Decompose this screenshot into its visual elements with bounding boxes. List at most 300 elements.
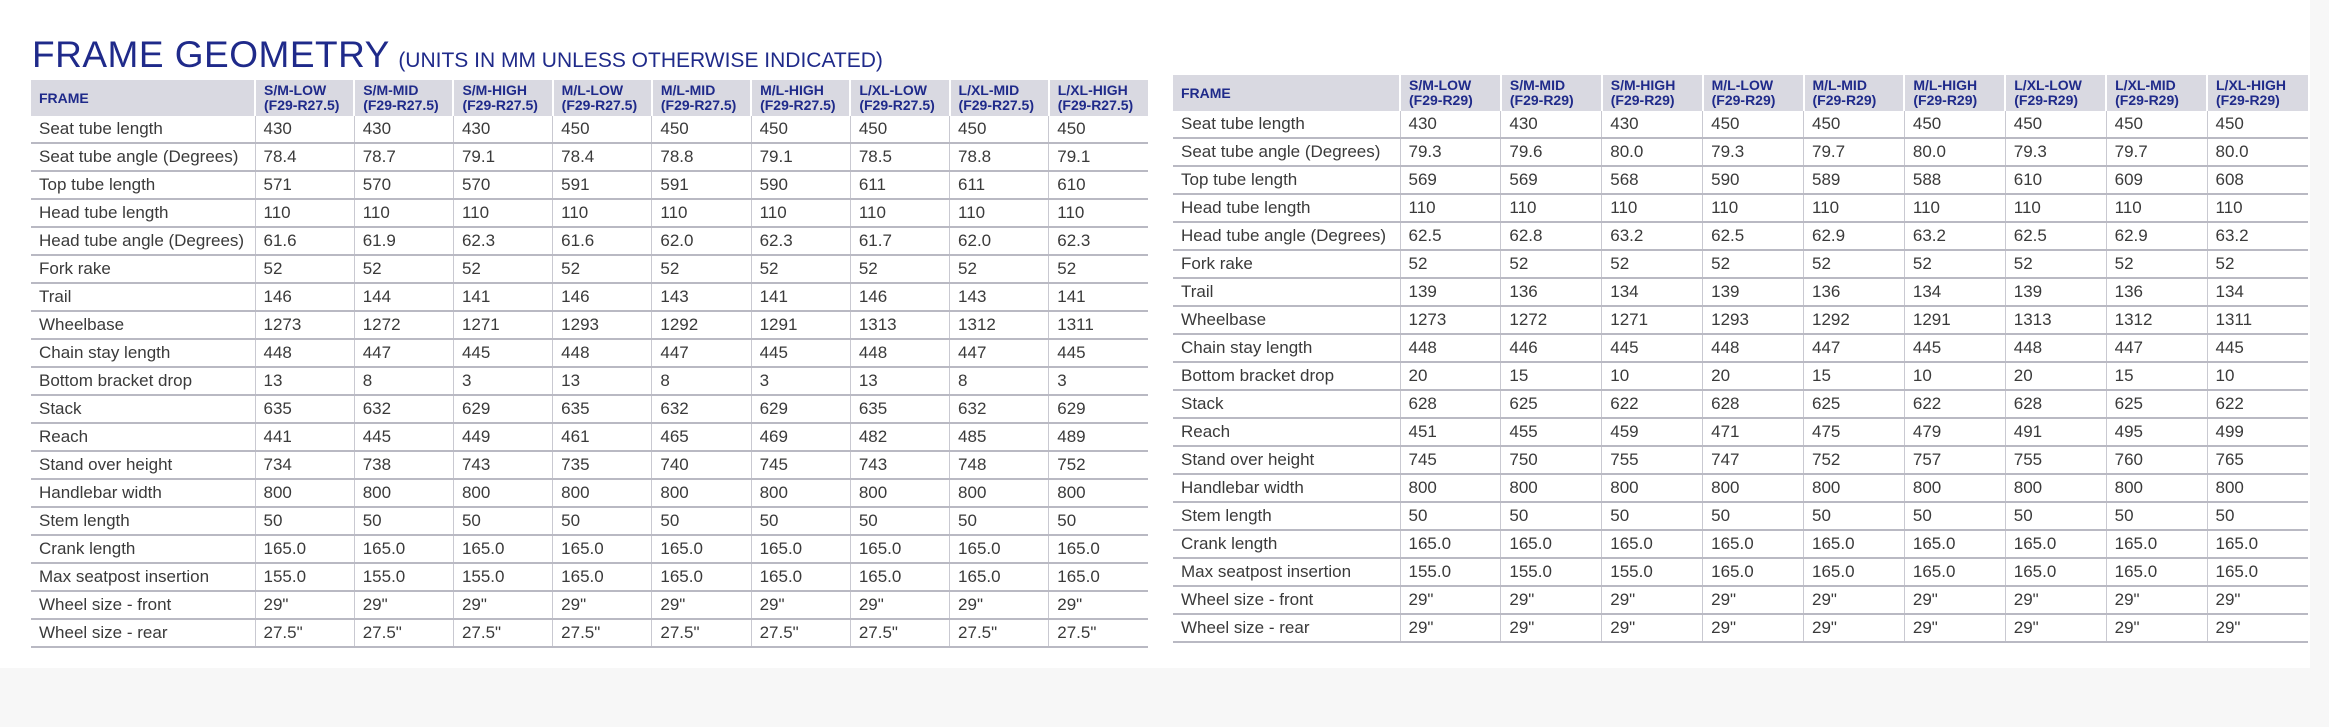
table-row — [1173, 446, 2308, 474]
table-cell: 110 — [850, 199, 949, 227]
table-cell: 165.0 — [255, 535, 354, 563]
table-cell: 8 — [950, 367, 1049, 395]
table-cell: 52 — [453, 255, 552, 283]
table-cell: 61.6 — [553, 227, 652, 255]
column-wheel-config: (F29-R27.5) — [760, 97, 836, 113]
table-cell: 622 — [2207, 390, 2308, 418]
column-size-label: L/XL-MID — [958, 82, 1020, 98]
table-cell: 752 — [1804, 446, 1905, 474]
table-cell: 1271 — [1602, 306, 1703, 334]
table-cell: 1293 — [553, 311, 652, 339]
table-cell: 165.0 — [652, 563, 751, 591]
table-cell: 165.0 — [1400, 530, 1501, 558]
table-cell: 79.1 — [453, 143, 552, 171]
table-cell: 450 — [950, 116, 1049, 143]
column-size-label: S/M-HIGH — [462, 82, 527, 98]
table-cell: 78.5 — [850, 143, 949, 171]
table-cell: 50 — [751, 507, 850, 535]
column-wheel-config: (F29-R29) — [1913, 92, 1978, 108]
table-cell: 27.5" — [553, 619, 652, 647]
table-cell: 61.6 — [255, 227, 354, 255]
table-cell: 52 — [950, 255, 1049, 283]
row-label: Trail — [1173, 278, 1400, 306]
column-header — [553, 80, 652, 116]
table-cell: 29" — [2005, 614, 2106, 642]
table-cell: 499 — [2207, 418, 2308, 446]
table-cell: 80.0 — [2207, 138, 2308, 166]
row-label: Stem length — [1173, 502, 1400, 530]
column-header — [1904, 75, 2005, 111]
table-cell: 757 — [1904, 446, 2005, 474]
table-cell: 165.0 — [2106, 558, 2207, 586]
table-cell: 165.0 — [652, 535, 751, 563]
table-cell: 165.0 — [1904, 558, 2005, 586]
table-row — [31, 367, 1148, 395]
table-cell: 50 — [453, 507, 552, 535]
table-cell: 445 — [1049, 339, 1148, 367]
row-label: Seat tube angle (Degrees) — [1173, 138, 1400, 166]
column-header — [2207, 75, 2308, 111]
table-cell: 430 — [453, 116, 552, 143]
table-row — [1173, 558, 2308, 586]
column-wheel-config: (F29-R27.5) — [264, 97, 340, 113]
table-cell: 448 — [1703, 334, 1804, 362]
table-row — [31, 171, 1148, 199]
table-cell: 447 — [2106, 334, 2207, 362]
table-cell: 745 — [751, 451, 850, 479]
table-cell: 20 — [1703, 362, 1804, 390]
table-cell: 165.0 — [1501, 530, 1602, 558]
table-cell: 52 — [1804, 250, 1905, 278]
table-row — [1173, 390, 2308, 418]
table-cell: 15 — [1501, 362, 1602, 390]
table-row — [31, 283, 1148, 311]
table-cell: 3 — [751, 367, 850, 395]
table-cell: 165.0 — [2207, 530, 2308, 558]
table-row — [31, 535, 1148, 563]
row-label: Wheelbase — [31, 311, 255, 339]
table-cell: 110 — [2005, 194, 2106, 222]
table-cell: 471 — [1703, 418, 1804, 446]
table-row — [1173, 306, 2308, 334]
table-cell: 455 — [1501, 418, 1602, 446]
column-wheel-config: (F29-R29) — [1711, 92, 1776, 108]
table-cell: 110 — [453, 199, 552, 227]
table-cell: 52 — [1501, 250, 1602, 278]
column-size-label: M/L-LOW — [1711, 77, 1774, 93]
table-cell: 29" — [2005, 586, 2106, 614]
table-cell: 448 — [1400, 334, 1501, 362]
column-header — [850, 80, 949, 116]
table-cell: 29" — [553, 591, 652, 619]
table-row — [1173, 418, 2308, 446]
column-header — [1804, 75, 1905, 111]
table-cell: 15 — [2106, 362, 2207, 390]
row-label: Reach — [31, 423, 255, 451]
column-size-label: M/L-MID — [1812, 77, 1867, 93]
table-cell: 430 — [354, 116, 453, 143]
table-cell: 591 — [652, 171, 751, 199]
table-cell: 79.1 — [1049, 143, 1148, 171]
table-cell: 110 — [1904, 194, 2005, 222]
table-cell: 27.5" — [453, 619, 552, 647]
table-cell: 165.0 — [2005, 558, 2106, 586]
column-size-label: L/XL-LOW — [2014, 77, 2082, 93]
table-cell: 29" — [1804, 586, 1905, 614]
table-cell: 450 — [553, 116, 652, 143]
column-header — [255, 80, 354, 116]
table-row — [31, 143, 1148, 171]
table-cell: 800 — [1703, 474, 1804, 502]
column-wheel-config: (F29-R29) — [1812, 92, 1877, 108]
table-cell: 20 — [1400, 362, 1501, 390]
table-cell: 139 — [1703, 278, 1804, 306]
table-cell: 165.0 — [453, 535, 552, 563]
table-cell: 29" — [354, 591, 453, 619]
table-cell: 134 — [1602, 278, 1703, 306]
table-cell: 625 — [2106, 390, 2207, 418]
table-cell: 29" — [453, 591, 552, 619]
table-cell: 1273 — [1400, 306, 1501, 334]
row-label: Bottom bracket drop — [31, 367, 255, 395]
table-cell: 491 — [2005, 418, 2106, 446]
table-cell: 52 — [751, 255, 850, 283]
table-cell: 628 — [2005, 390, 2106, 418]
table-cell: 134 — [2207, 278, 2308, 306]
table-cell: 29" — [2106, 614, 2207, 642]
table-cell: 750 — [1501, 446, 1602, 474]
table-cell: 450 — [1804, 111, 1905, 138]
table-cell: 62.9 — [1804, 222, 1905, 250]
table-cell: 61.7 — [850, 227, 949, 255]
column-wheel-config: (F29-R29) — [1610, 92, 1675, 108]
table-cell: 745 — [1400, 446, 1501, 474]
table-cell: 52 — [1400, 250, 1501, 278]
table-cell: 62.8 — [1501, 222, 1602, 250]
table-cell: 461 — [553, 423, 652, 451]
table-cell: 27.5" — [850, 619, 949, 647]
table-cell: 570 — [354, 171, 453, 199]
table-row — [31, 507, 1148, 535]
table-cell: 143 — [652, 283, 751, 311]
table-cell: 50 — [1501, 502, 1602, 530]
table-cell: 165.0 — [850, 563, 949, 591]
table-cell: 755 — [2005, 446, 2106, 474]
table-cell: 79.3 — [1400, 138, 1501, 166]
column-size-label: S/M-MID — [363, 82, 419, 98]
table-cell: 628 — [1703, 390, 1804, 418]
table-row — [31, 199, 1148, 227]
table-cell: 445 — [2207, 334, 2308, 362]
table-cell: 625 — [1804, 390, 1905, 418]
table-cell: 1311 — [1049, 311, 1148, 339]
table-cell: 445 — [453, 339, 552, 367]
table-cell: 50 — [2106, 502, 2207, 530]
table-row — [31, 451, 1148, 479]
table-cell: 10 — [1602, 362, 1703, 390]
table-cell: 629 — [1049, 395, 1148, 423]
table-cell: 610 — [1049, 171, 1148, 199]
table-cell: 52 — [354, 255, 453, 283]
table-cell: 165.0 — [2207, 558, 2308, 586]
table-cell: 141 — [751, 283, 850, 311]
table-cell: 52 — [1049, 255, 1148, 283]
column-header — [453, 80, 552, 116]
table-cell: 632 — [950, 395, 1049, 423]
table-cell: 430 — [1602, 111, 1703, 138]
table-cell: 144 — [354, 283, 453, 311]
table-cell: 110 — [2106, 194, 2207, 222]
row-label: Chain stay length — [1173, 334, 1400, 362]
column-header — [1703, 75, 1804, 111]
table-cell: 29" — [1049, 591, 1148, 619]
table-cell: 590 — [1703, 166, 1804, 194]
table-cell: 110 — [1804, 194, 1905, 222]
table-cell: 110 — [1703, 194, 1804, 222]
table-cell: 29" — [1400, 586, 1501, 614]
table-cell: 141 — [453, 283, 552, 311]
table-cell: 610 — [2005, 166, 2106, 194]
header-frame: FRAME — [1173, 75, 1400, 111]
table-cell: 155.0 — [1400, 558, 1501, 586]
table-cell: 29" — [2207, 586, 2308, 614]
column-wheel-config: (F29-R27.5) — [462, 97, 538, 113]
table-cell: 50 — [1049, 507, 1148, 535]
column-wheel-config: (F29-R27.5) — [958, 97, 1034, 113]
row-label: Crank length — [31, 535, 255, 563]
table-cell: 1272 — [354, 311, 453, 339]
table-row — [1173, 166, 2308, 194]
table-row — [1173, 194, 2308, 222]
column-size-label: S/M-LOW — [264, 82, 327, 98]
row-label: Top tube length — [31, 171, 255, 199]
table-cell: 139 — [1400, 278, 1501, 306]
table-cell: 27.5" — [652, 619, 751, 647]
table-cell: 143 — [950, 283, 1049, 311]
row-label: Fork rake — [1173, 250, 1400, 278]
table-cell: 52 — [553, 255, 652, 283]
table-cell: 743 — [453, 451, 552, 479]
table-cell: 29" — [1904, 614, 2005, 642]
table-row — [31, 563, 1148, 591]
table-cell: 1312 — [2106, 306, 2207, 334]
row-label: Seat tube length — [31, 116, 255, 143]
table-cell: 79.7 — [1804, 138, 1905, 166]
table-cell: 146 — [850, 283, 949, 311]
table-cell: 165.0 — [553, 563, 652, 591]
table-row — [1173, 362, 2308, 390]
table-cell: 445 — [751, 339, 850, 367]
row-label: Max seatpost insertion — [31, 563, 255, 591]
column-wheel-config: (F29-R29) — [2014, 92, 2079, 108]
table-cell: 740 — [652, 451, 751, 479]
row-label: Wheel size - front — [31, 591, 255, 619]
table-cell: 139 — [2005, 278, 2106, 306]
table-cell: 27.5" — [950, 619, 1049, 647]
table-cell: 734 — [255, 451, 354, 479]
table-cell: 1313 — [850, 311, 949, 339]
table-cell: 50 — [2005, 502, 2106, 530]
table-cell: 447 — [354, 339, 453, 367]
table-cell: 448 — [850, 339, 949, 367]
table-cell: 800 — [850, 479, 949, 507]
table-cell: 165.0 — [950, 563, 1049, 591]
row-label: Head tube length — [31, 199, 255, 227]
table-cell: 50 — [1400, 502, 1501, 530]
table-cell: 52 — [850, 255, 949, 283]
table-cell: 588 — [1904, 166, 2005, 194]
column-header — [652, 80, 751, 116]
row-label: Trail — [31, 283, 255, 311]
table-cell: 78.8 — [652, 143, 751, 171]
table-row — [1173, 222, 2308, 250]
column-size-label: L/XL-HIGH — [2216, 77, 2286, 93]
table-cell: 62.5 — [1400, 222, 1501, 250]
table-cell: 165.0 — [751, 535, 850, 563]
table-cell: 29" — [1400, 614, 1501, 642]
table-cell: 62.5 — [2005, 222, 2106, 250]
table-cell: 800 — [751, 479, 850, 507]
table-cell: 800 — [2106, 474, 2207, 502]
table-cell: 29" — [1703, 614, 1804, 642]
table-cell: 29" — [652, 591, 751, 619]
table-cell: 1292 — [652, 311, 751, 339]
table-cell: 165.0 — [2005, 530, 2106, 558]
table-cell: 755 — [1602, 446, 1703, 474]
geometry-table-f29-r27-5 — [31, 80, 1148, 648]
table-cell: 447 — [1804, 334, 1905, 362]
row-label: Wheel size - rear — [31, 619, 255, 647]
table-cell: 1311 — [2207, 306, 2308, 334]
column-header — [950, 80, 1049, 116]
row-label: Head tube length — [1173, 194, 1400, 222]
table-cell: 430 — [255, 116, 354, 143]
table-cell: 165.0 — [354, 535, 453, 563]
table-cell: 27.5" — [255, 619, 354, 647]
row-label: Seat tube length — [1173, 111, 1400, 138]
table-cell: 29" — [1804, 614, 1905, 642]
table-cell: 765 — [2207, 446, 2308, 474]
table-cell: 165.0 — [1904, 530, 2005, 558]
column-wheel-config: (F29-R27.5) — [859, 97, 935, 113]
table-cell: 609 — [2106, 166, 2207, 194]
row-label: Stand over height — [31, 451, 255, 479]
table-cell: 569 — [1400, 166, 1501, 194]
column-wheel-config: (F29-R29) — [2216, 92, 2280, 108]
table-cell: 29" — [950, 591, 1049, 619]
table-cell: 27.5" — [354, 619, 453, 647]
table-cell: 52 — [2207, 250, 2308, 278]
table-cell: 568 — [1602, 166, 1703, 194]
table-row — [1173, 111, 2308, 138]
column-size-label: S/M-MID — [1509, 77, 1566, 93]
column-wheel-config: (F29-R27.5) — [660, 97, 737, 113]
table-cell: 569 — [1501, 166, 1602, 194]
row-label: Handlebar width — [31, 479, 255, 507]
table-cell: 165.0 — [1049, 563, 1148, 591]
table-cell: 110 — [1602, 194, 1703, 222]
table-cell: 50 — [1904, 502, 2005, 530]
table-cell: 110 — [1400, 194, 1501, 222]
table-cell: 482 — [850, 423, 949, 451]
table-cell: 8 — [652, 367, 751, 395]
table-cell: 50 — [1602, 502, 1703, 530]
table-cell: 155.0 — [255, 563, 354, 591]
table-cell: 625 — [1501, 390, 1602, 418]
table-cell: 611 — [850, 171, 949, 199]
geometry-table-f29-r29 — [1173, 75, 2308, 643]
table-cell: 136 — [2106, 278, 2207, 306]
table-cell: 110 — [2207, 194, 2308, 222]
table-row — [1173, 138, 2308, 166]
column-wheel-config: (F29-R29) — [2115, 92, 2179, 108]
table-cell: 29" — [850, 591, 949, 619]
column-size-label: M/L-HIGH — [1913, 77, 1978, 93]
row-label: Head tube angle (Degrees) — [31, 227, 255, 255]
table-cell: 469 — [751, 423, 850, 451]
column-header — [1049, 80, 1148, 116]
table-cell: 495 — [2106, 418, 2207, 446]
table-cell: 611 — [950, 171, 1049, 199]
table-cell: 110 — [1501, 194, 1602, 222]
table-cell: 13 — [255, 367, 354, 395]
table-cell: 450 — [2207, 111, 2308, 138]
table-cell: 450 — [2106, 111, 2207, 138]
row-label: Max seatpost insertion — [1173, 558, 1400, 586]
row-label: Wheelbase — [1173, 306, 1400, 334]
column-size-label: M/L-HIGH — [760, 82, 824, 98]
table-cell: 50 — [2207, 502, 2308, 530]
table-cell: 52 — [652, 255, 751, 283]
table-cell: 10 — [2207, 362, 2308, 390]
table-cell: 441 — [255, 423, 354, 451]
table-cell: 52 — [2106, 250, 2207, 278]
table-cell: 752 — [1049, 451, 1148, 479]
table-cell: 475 — [1804, 418, 1905, 446]
table-header-row — [31, 80, 1148, 116]
table-cell: 800 — [354, 479, 453, 507]
table-cell: 635 — [553, 395, 652, 423]
table-cell: 155.0 — [453, 563, 552, 591]
row-label: Wheel size - rear — [1173, 614, 1400, 642]
table-row — [31, 479, 1148, 507]
table-cell: 50 — [354, 507, 453, 535]
table-cell: 430 — [1501, 111, 1602, 138]
table-cell: 800 — [1400, 474, 1501, 502]
title-main: FRAME GEOMETRY — [32, 34, 390, 75]
table-cell: 29" — [1602, 614, 1703, 642]
table-cell: 449 — [453, 423, 552, 451]
table-cell: 1312 — [950, 311, 1049, 339]
table-cell: 632 — [354, 395, 453, 423]
table-cell: 62.3 — [453, 227, 552, 255]
table-cell: 8 — [354, 367, 453, 395]
table-cell: 800 — [2005, 474, 2106, 502]
table-cell: 447 — [652, 339, 751, 367]
row-label: Bottom bracket drop — [1173, 362, 1400, 390]
table-cell: 1273 — [255, 311, 354, 339]
row-label: Stem length — [31, 507, 255, 535]
table-cell: 110 — [751, 199, 850, 227]
table-cell: 80.0 — [1904, 138, 2005, 166]
table-cell: 50 — [255, 507, 354, 535]
column-wheel-config: (F29-R27.5) — [363, 97, 439, 113]
column-header — [354, 80, 453, 116]
table-cell: 445 — [354, 423, 453, 451]
table-cell: 80.0 — [1602, 138, 1703, 166]
table-cell: 63.2 — [1904, 222, 2005, 250]
table-cell: 1293 — [1703, 306, 1804, 334]
